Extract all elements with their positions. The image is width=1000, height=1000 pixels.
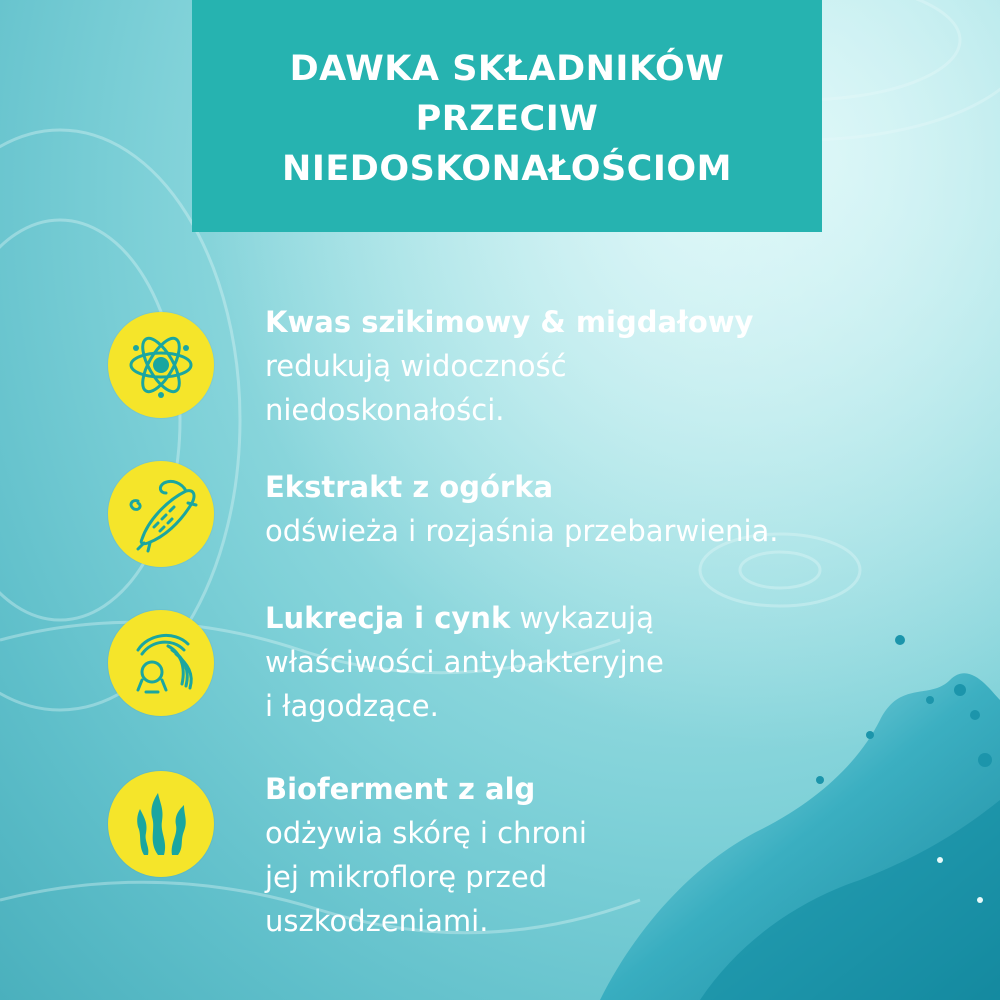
ingredient-desc-line: odświeża i rozjaśnia przebarwienia. [265,514,779,548]
atom-icon [108,312,214,418]
licorice-zinc-icon [108,610,214,716]
ingredient-title: Lukrecja i cynk [265,601,511,635]
ingredient-desc-line: jej mikroflorę przed [265,860,548,894]
ingredient-desc-line: właściwości antybakteryjne [265,645,664,679]
ingredient-inline-desc: wykazują [510,601,654,635]
ingredient-desc-line: odżywia skórę i chroni [265,816,587,850]
ingredient-desc-line: i łagodzące. [265,689,439,723]
header-title-box [192,0,822,232]
ingredient-text-licorice-zinc [265,596,925,728]
ingredient-desc-line: uszkodzeniami. [265,904,489,938]
ingredient-text-algae [265,767,925,943]
title-line-2: PRZECIW [415,99,599,139]
ingredient-title: Ekstrakt z ogórka [265,470,554,504]
ingredient-text-acids [265,300,925,432]
title-line-1: DAWKA SKŁADNIKÓW [289,49,725,89]
ingredient-desc-line: niedoskonałości. [265,393,505,427]
cucumber-icon [108,461,214,567]
ingredient-text-cucumber [265,465,925,553]
ingredient-desc-line: redukują widoczność [265,349,567,383]
ingredient-title: Kwas szikimowy & migdałowy [265,305,754,339]
ingredient-title: Bioferment z alg [265,772,536,806]
title-line-3: NIEDOSKONAŁOŚCIOM [282,149,732,189]
seaweed-icon [108,771,214,877]
